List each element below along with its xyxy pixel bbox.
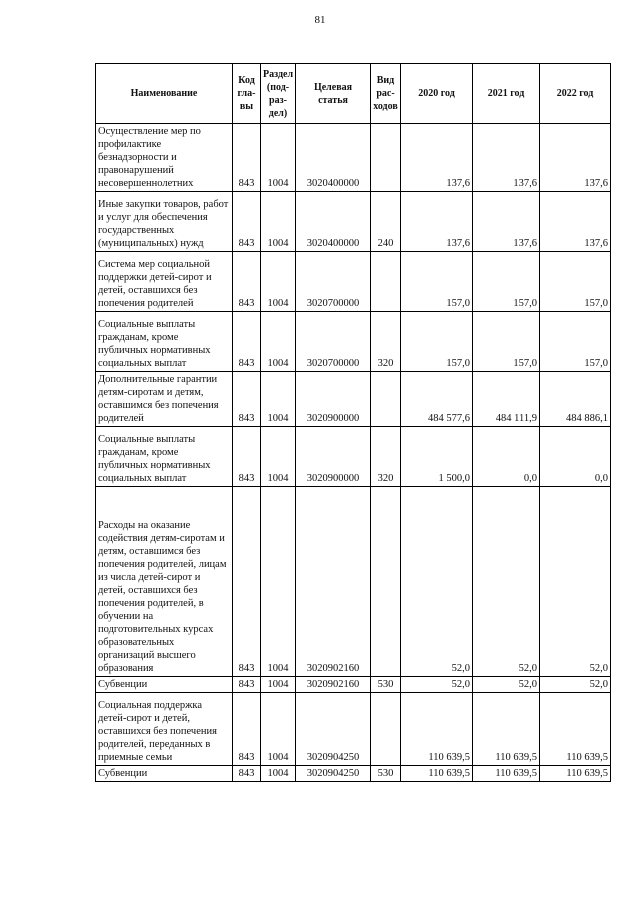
row-chapter: 843 bbox=[233, 372, 261, 427]
row-section: 1004 bbox=[261, 312, 296, 372]
row-2021: 484 111,9 bbox=[473, 372, 540, 427]
row-name: Иные закупки товаров, работ и услуг для обеспечения государственных (муниципальных) нужд bbox=[96, 192, 233, 252]
row-target: 3020700000 bbox=[296, 312, 371, 372]
row-2022: 157,0 bbox=[540, 312, 611, 372]
row-2022: 110 639,5 bbox=[540, 766, 611, 782]
row-name: Субвенции bbox=[96, 677, 233, 693]
header-2022: 2022 год bbox=[540, 64, 611, 124]
row-2020: 52,0 bbox=[401, 487, 473, 677]
row-target: 3020902160 bbox=[296, 487, 371, 677]
row-2021: 157,0 bbox=[473, 252, 540, 312]
row-target: 3020400000 bbox=[296, 124, 371, 192]
row-section: 1004 bbox=[261, 427, 296, 487]
table-row bbox=[96, 372, 611, 427]
row-2020: 52,0 bbox=[401, 677, 473, 693]
row-name: Социальная поддержка детей-сирот и детей, оставшихся без попечения родителей, переданных в приемные семьи bbox=[96, 693, 233, 766]
table-row bbox=[96, 487, 611, 677]
row-2022: 0,0 bbox=[540, 427, 611, 487]
row-chapter: 843 bbox=[233, 312, 261, 372]
header-name: Наименование bbox=[96, 64, 233, 124]
header-2020: 2020 год bbox=[401, 64, 473, 124]
table-row bbox=[96, 252, 611, 312]
row-section: 1004 bbox=[261, 252, 296, 312]
row-2022: 137,6 bbox=[540, 124, 611, 192]
row-2022: 52,0 bbox=[540, 487, 611, 677]
row-target: 3020904250 bbox=[296, 766, 371, 782]
row-chapter: 843 bbox=[233, 677, 261, 693]
row-name: Дополнительные гарантии детям-сиротам и детям, оставшимся без попечения родителей bbox=[96, 372, 233, 427]
row-2020: 110 639,5 bbox=[401, 693, 473, 766]
row-chapter: 843 bbox=[233, 427, 261, 487]
row-section: 1004 bbox=[261, 677, 296, 693]
row-name: Социальные выплаты гражданам, кроме публичных нормативных социальных выплат bbox=[96, 427, 233, 487]
row-2020: 484 577,6 bbox=[401, 372, 473, 427]
row-chapter: 843 bbox=[233, 693, 261, 766]
row-2020: 137,6 bbox=[401, 124, 473, 192]
row-expense bbox=[371, 372, 401, 427]
header-chapter: Код гла-вы bbox=[233, 64, 261, 124]
row-2021: 52,0 bbox=[473, 677, 540, 693]
row-section: 1004 bbox=[261, 372, 296, 427]
row-expense bbox=[371, 693, 401, 766]
row-expense: 530 bbox=[371, 677, 401, 693]
row-2021: 52,0 bbox=[473, 487, 540, 677]
row-2022: 137,6 bbox=[540, 192, 611, 252]
page-number: 81 bbox=[314, 14, 326, 26]
row-name: Социальные выплаты гражданам, кроме публичных нормативных социальных выплат bbox=[96, 312, 233, 372]
row-2021: 137,6 bbox=[473, 124, 540, 192]
row-target: 3020400000 bbox=[296, 192, 371, 252]
row-section: 1004 bbox=[261, 487, 296, 677]
row-expense: 320 bbox=[371, 427, 401, 487]
row-expense bbox=[371, 124, 401, 192]
table-row bbox=[96, 677, 611, 693]
row-2022: 52,0 bbox=[540, 677, 611, 693]
row-chapter: 843 bbox=[233, 192, 261, 252]
row-section: 1004 bbox=[261, 693, 296, 766]
row-target: 3020700000 bbox=[296, 252, 371, 312]
table-row bbox=[96, 427, 611, 487]
row-chapter: 843 bbox=[233, 766, 261, 782]
row-target: 3020900000 bbox=[296, 427, 371, 487]
row-2022: 110 639,5 bbox=[540, 693, 611, 766]
row-2020: 110 639,5 bbox=[401, 766, 473, 782]
header-expense: Вид рас-ходов bbox=[371, 64, 401, 124]
row-expense: 320 bbox=[371, 312, 401, 372]
header-section: Раздел (под-раз-дел) bbox=[261, 64, 296, 124]
header-2021: 2021 год bbox=[473, 64, 540, 124]
row-2021: 0,0 bbox=[473, 427, 540, 487]
row-2022: 484 886,1 bbox=[540, 372, 611, 427]
budget-table bbox=[95, 63, 611, 782]
row-section: 1004 bbox=[261, 766, 296, 782]
row-target: 3020904250 bbox=[296, 693, 371, 766]
row-target: 3020902160 bbox=[296, 677, 371, 693]
row-chapter: 843 bbox=[233, 252, 261, 312]
row-name: Субвенции bbox=[96, 766, 233, 782]
row-2021: 137,6 bbox=[473, 192, 540, 252]
table-row bbox=[96, 124, 611, 192]
row-expense bbox=[371, 487, 401, 677]
row-name: Осуществление мер по профилактике безнадзорности и правонарушений несовершеннолетних bbox=[96, 124, 233, 192]
header-target: Целевая статья bbox=[296, 64, 371, 124]
row-section: 1004 bbox=[261, 124, 296, 192]
row-expense: 240 bbox=[371, 192, 401, 252]
row-2021: 110 639,5 bbox=[473, 766, 540, 782]
table-row bbox=[96, 312, 611, 372]
row-expense: 530 bbox=[371, 766, 401, 782]
row-2020: 157,0 bbox=[401, 252, 473, 312]
row-2020: 157,0 bbox=[401, 312, 473, 372]
row-name: Расходы на оказание содействия детям-сиротам и детям, оставшимся без попечения родителей, лицам из числа детей-сирот и детей, оставшихся без попечения родителей, в обучении на подготовительных курсах образовательных организаций высшего образования bbox=[96, 487, 233, 677]
row-2022: 157,0 bbox=[540, 252, 611, 312]
row-expense bbox=[371, 252, 401, 312]
table-header-row bbox=[96, 64, 611, 124]
row-chapter: 843 bbox=[233, 124, 261, 192]
row-chapter: 843 bbox=[233, 487, 261, 677]
row-name: Система мер социальной поддержки детей-сирот и детей, оставшихся без попечения родителей bbox=[96, 252, 233, 312]
table-row bbox=[96, 192, 611, 252]
row-2021: 110 639,5 bbox=[473, 693, 540, 766]
row-section: 1004 bbox=[261, 192, 296, 252]
row-2021: 157,0 bbox=[473, 312, 540, 372]
table-row bbox=[96, 766, 611, 782]
table-row bbox=[96, 693, 611, 766]
row-2020: 1 500,0 bbox=[401, 427, 473, 487]
row-target: 3020900000 bbox=[296, 372, 371, 427]
row-2020: 137,6 bbox=[401, 192, 473, 252]
